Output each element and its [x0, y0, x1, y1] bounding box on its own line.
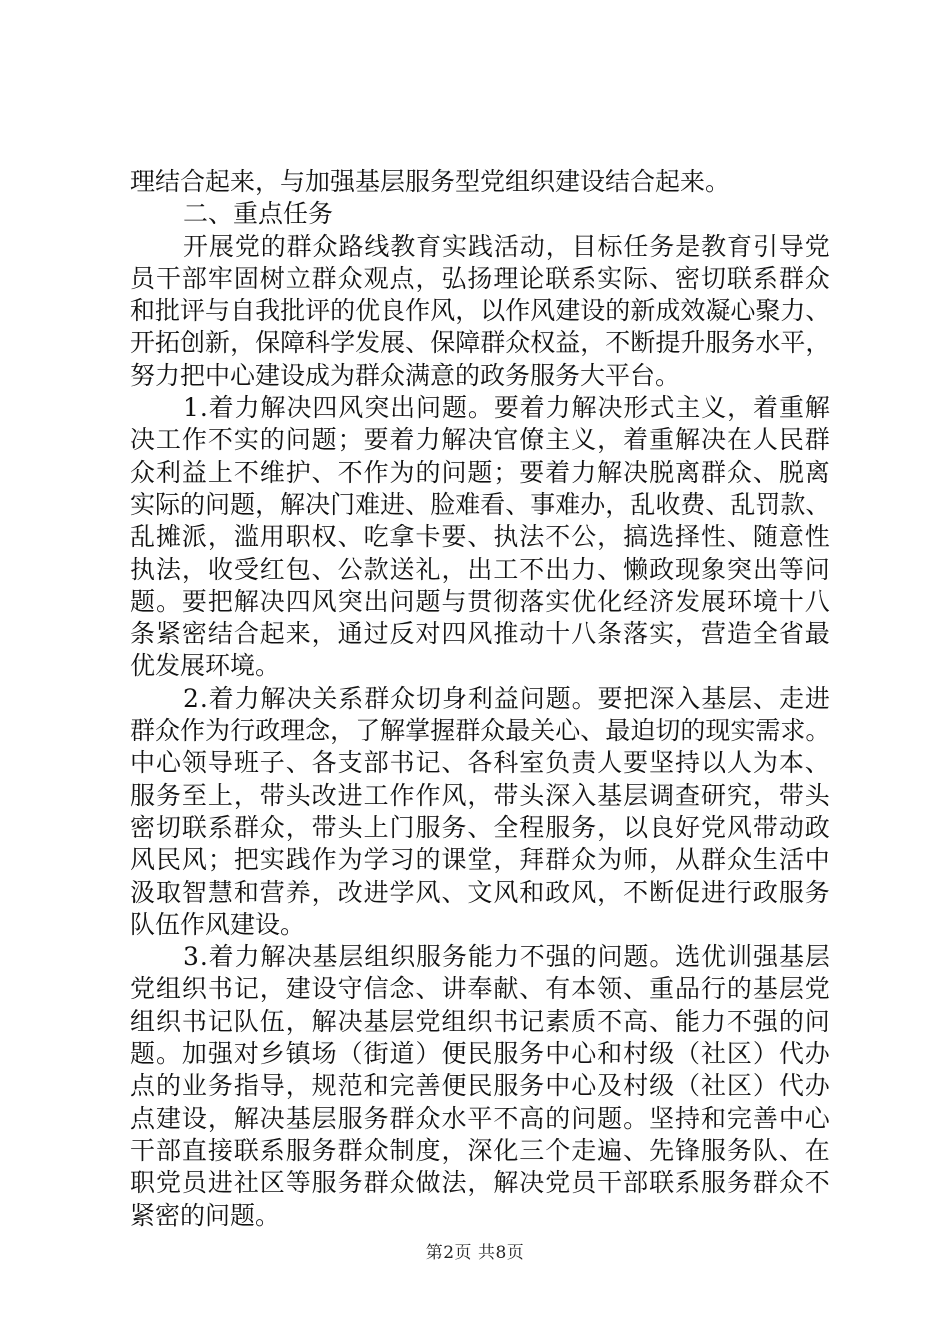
text-line: 实 际 的 问 题 ， 解 决 门 难 进 、 脸 难 看 、 事 难 办 ， 乱 收 费 、 乱 罚 款 、	[130, 489, 831, 519]
text-line: 点 建 设 ， 解 决 基 层 服 务 群 众 水 平 不 高 的 问 题 。 坚 持 和 完 善 中 心	[130, 1103, 830, 1133]
text-line: 条 紧 密 结 合 起 来 ， 通 过 反 对 四 风 推 动 十 八 条 落 实 ， 营 造 全 省 最	[130, 619, 830, 649]
document-body	[130, 166, 830, 1232]
text-line: 密 切 联 系 群 众 ， 带 头 上 门 服 务 、 全 程 服 务 ， 以 良 好 党 风 带 动 政	[130, 812, 830, 842]
text-line: 2 . 着 力 解 决 关 系 群 众 切 身 利 益 问 题 。 要 把 深 入 基 层 、 走 进	[183, 683, 830, 713]
text-line: 中 心 领 导 班 子 、 各 支 部 书 记 、 各 科 室 负 责 人 要 坚 持 以 人 为 本 、	[130, 748, 830, 778]
text-line: 众 利 益 上 不 维 护 、 不 作 为 的 问 题 ； 要 着 力 解 决 脱 离 群 众 、 脱 离	[130, 457, 830, 487]
page-footer: 第2页 共8页	[425, 1243, 525, 1263]
text-line: 执 法 ， 收 受 红 包 、 公 款 送 礼 ， 出 工 不 出 力 、 懒 政 现 象 突 出 等 问	[130, 554, 830, 584]
text-line: 组 织 书 记 队 伍 ， 解 决 基 层 党 组 织 书 记 素 质 不 高 、 能 力 不 强 的 问	[130, 1006, 830, 1036]
text-line: 紧密的问题。	[130, 1200, 281, 1230]
text-line: 和 批 评 与 自 我 批 评 的 优 良 作 风 ， 以 作 风 建 设 的 新 成 效 凝 心 聚 力 、	[130, 296, 831, 326]
text-line: 题 。 要 把 解 决 四 风 突 出 问 题 与 贯 彻 落 实 优 化 经 济 发 展 环 境 十 八	[130, 586, 830, 616]
text-line: 3 . 着 力 解 决 基 层 组 织 服 务 能 力 不 强 的 问 题 。 选 优 训 强 基 层	[183, 942, 830, 972]
text-line: 点 的 业 务 指 导 ， 规 范 和 完 善 便 民 服 务 中 心 及 村 级 （ 社 区 ） 代 办	[130, 1071, 830, 1101]
text-line: 二、重点任务	[183, 199, 334, 229]
text-line: 优发展环境。	[130, 651, 281, 681]
text-line: 题 。 加 强 对 乡 镇 场 （ 街 道 ） 便 民 服 务 中 心 和 村 级 （ 社 区 ） 代 办	[130, 1039, 830, 1069]
text-line: 开 拓 创 新 ， 保 障 科 学 发 展 、 保 障 群 众 权 益 ， 不 断 提 升 服 务 水 平 ，	[130, 328, 831, 358]
text-line: 决 工 作 不 实 的 问 题 ； 要 着 力 解 决 官 僚 主 义 ， 着 重 解 决 在 人 民 群	[130, 425, 830, 455]
text-line: 1 . 着 力 解 决 四 风 突 出 问 题 。 要 着 力 解 决 形 式 主 义 ， 着 重 解	[183, 393, 830, 423]
text-line: 职 党 员 进 社 区 等 服 务 群 众 做 法 ， 解 决 党 员 干 部 联 系 服 务 群 众 不	[130, 1168, 830, 1198]
text-line: 员 干 部 牢 固 树 立 群 众 观 点 ， 弘 扬 理 论 联 系 实 际 、 密 切 联 系 群 众	[130, 263, 830, 293]
text-line: 党 组 织 书 记 ， 建 设 守 信 念 、 讲 奉 献 、 有 本 领 、 重 品 行 的 基 层 党	[130, 974, 830, 1004]
text-line: 理结合起来，与加强基层服务型党组织建设结合起来。	[130, 167, 731, 196]
text-line: 努力把中心建设成为群众满意的政务服务大平台。	[130, 360, 681, 390]
text-line: 队伍作风建设。	[130, 909, 306, 939]
text-line: 乱 摊 派 ， 滥 用 职 权 、 吃 拿 卡 要 、 执 法 不 公 ， 搞 选 择 性 、 随 意 性	[130, 522, 830, 552]
text-line: 开 展 党 的 群 众 路 线 教 育 实 践 活 动 ， 目 标 任 务 是 教 育 引 导 党	[183, 231, 830, 261]
text-line: 干 部 直 接 联 系 服 务 群 众 制 度 ， 深 化 三 个 走 遍 、 先 锋 服 务 队 、 在	[130, 1135, 830, 1165]
text-line: 风 民 风 ； 把 实 践 作 为 学 习 的 课 堂 ， 拜 群 众 为 师 ， 从 群 众 生 活 中	[130, 845, 830, 875]
text-line: 汲 取 智 慧 和 营 养 ， 改 进 学 风 、 文 风 和 政 风 ， 不 断 促 进 行 政 服 务	[130, 877, 830, 907]
text-line: 群 众 作 为 行 政 理 念 ， 了 解 掌 握 群 众 最 关 心 、 最 迫 切 的 现 实 需 求 。	[130, 716, 831, 746]
text-line: 服 务 至 上 ， 带 头 改 进 工 作 作 风 ， 带 头 深 入 基 层 调 查 研 究 ， 带 头	[130, 780, 830, 810]
